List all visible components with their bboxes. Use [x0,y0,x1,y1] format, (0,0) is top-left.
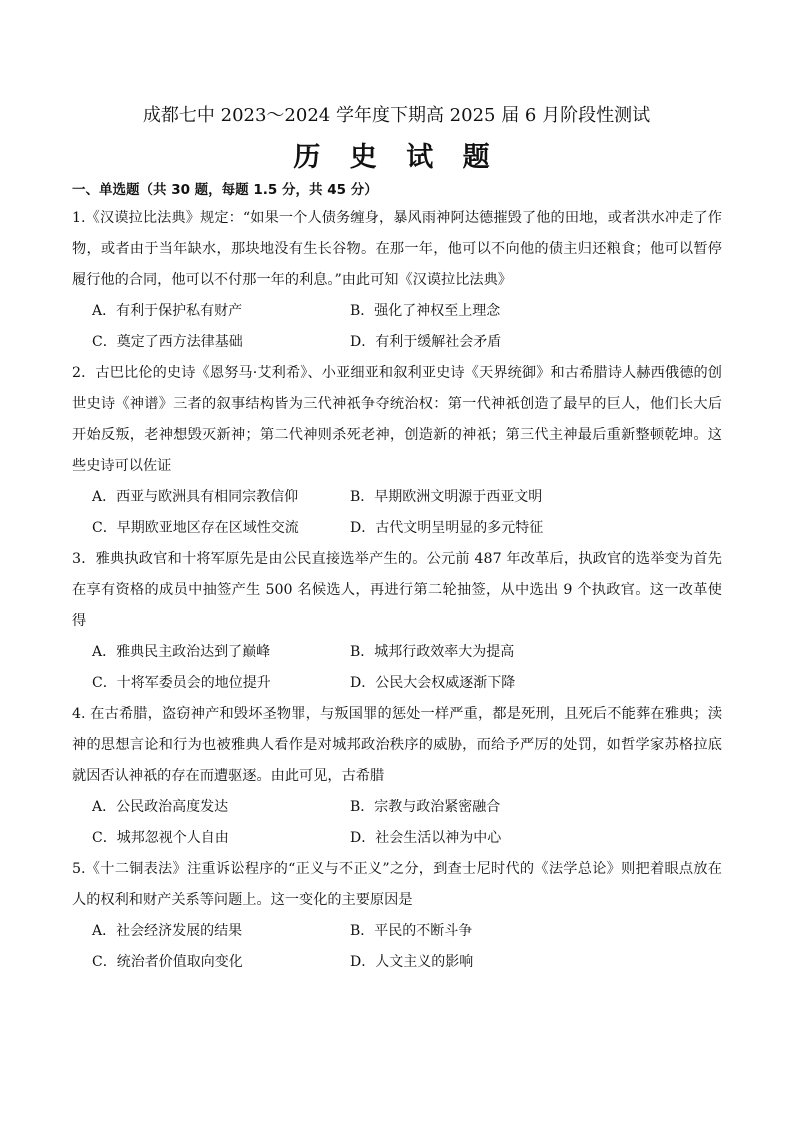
option-b: B．强化了神权至上理念 [350,303,501,319]
question-stem: 5.《十二铜表法》注重诉讼程序的“正义与不正义”之分，到查士尼时代的《法学总论》则把着眼点放在人的权利和财产关系等问题上。这一变化的主要原因是 [72,861,722,908]
option-group [72,296,722,358]
option-a: A．社会经济发展的结果 [92,923,243,939]
option-b: B．早期欧洲文明源于西亚文明 [350,489,543,505]
question-4 [72,699,722,854]
option-group [72,792,722,854]
question-2 [72,358,722,544]
option-d: D．古代文明呈明显的多元特征 [350,520,544,536]
option-c: C．奠定了西方法律基础 [92,334,243,350]
option-c: C．早期欧亚地区存在区域性交流 [92,520,299,536]
option-d: D．社会生活以神为中心 [350,830,502,846]
question-5 [72,854,722,978]
option-a: A．雅典民主政治达到了巅峰 [92,644,271,660]
option-c: C．十将军委员会的地位提升 [92,675,271,691]
option-a: A．有利于保护私有财产 [92,303,243,319]
option-a: A．西亚与欧洲具有相同宗教信仰 [92,489,299,505]
option-d: D．人文主义的影响 [350,954,474,970]
option-d: D．公民大会权威逐渐下降 [350,675,516,691]
option-b: B．城邦行政效率大为提高 [350,644,515,660]
question-stem: 4. 在古希腊，盗窃神产和毁坏圣物罪，与叛国罪的惩处一样严重，都是死刑，且死后不能葬在雅典；渎神的思想言论和行为也被雅典人看作是对城邦政治秩序的威胁，而给予严厉的处罚，如哲学家苏格拉底就因否认神祇的存在而遭驱逐。由此可见，古希腊 [72,706,722,784]
subject-title: 历 史 试 题 [293,142,500,173]
question-1 [72,203,722,358]
option-c: C．统治者价值取向变化 [92,954,243,970]
section-heading: 一、单选题（共 30 题，每题 1.5 分，共 45 分） [72,182,378,198]
option-b: B．平民的不断斗争 [350,923,473,939]
exam-title: 成都七中 2023～2024 学年度下期高 2025 届 6 月阶段性测试 [142,105,651,126]
option-d: D．有利于缓解社会矛盾 [350,334,502,350]
question-stem: 1.《汉谟拉比法典》规定：“如果一个人债务缠身，暴风雨神阿达德摧毁了他的田地，或者洪水冲走了作物，或者由于当年缺水，那块地没有生长谷物。在那一年，他可以不向他的债主归还粮食；他可以暂停履行他的合同，他可以不付那一年的利息。”由此可知《汉谟拉比法典》 [72,210,722,288]
option-group [72,482,722,544]
option-b: B．宗教与政治紧密融合 [350,799,501,815]
question-list [72,203,722,978]
option-group [72,916,722,978]
option-group [72,637,722,699]
question-3 [72,544,722,699]
option-a: A．公民政治高度发达 [92,799,229,815]
question-stem: 3．雅典执政官和十将军原先是由公民直接选举产生的。公元前 487 年改革后，执政官的选举变为首先在享有资格的成员中抽签产生 500 名候选人，再进行第二轮抽签，从中选出 9 个执政官。这一改革使得 [72,551,722,629]
option-c: C．城邦忽视个人自由 [92,830,229,846]
question-stem: 2．古巴比伦的史诗《恩努马·艾利希》、小亚细亚和叙利亚史诗《天界统御》和古希腊诗人赫西俄德的创世史诗《神谱》三者的叙事结构皆为三代神祇争夺统治权：第一代神祇创造了最早的巨人，他们长大后开始反叛，老神想毁灭新神；第二代神则杀死老神，创造新的神祇；第三代主神最后重新整顿乾坤。这些史诗可以佐证 [72,365,722,474]
